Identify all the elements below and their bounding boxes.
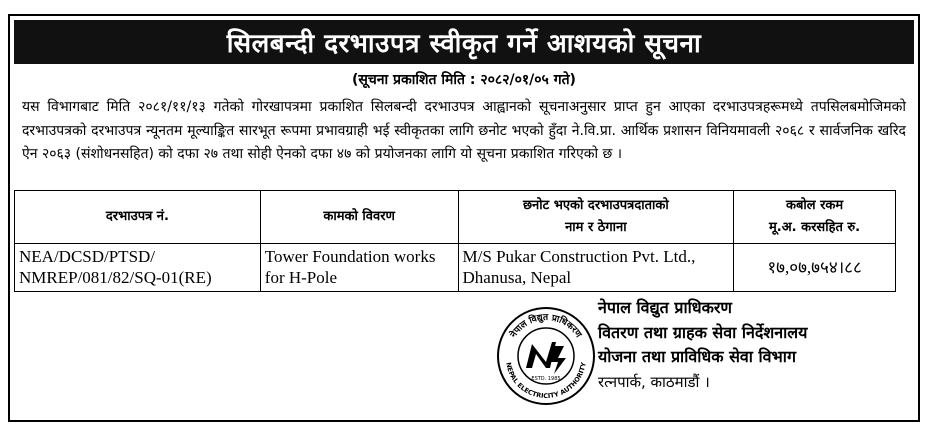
header-bidder	[458, 191, 734, 244]
bid-table-header	[15, 191, 896, 244]
header-work: कामको विवरण	[260, 191, 458, 244]
svg-text:नेपाल विद्युत प्राधिकरण: नेपाल विद्युत प्राधिकरण	[508, 312, 584, 340]
cell-work: Tower Foundation works for H-Pole	[260, 244, 458, 292]
nea-seal-logo	[496, 306, 596, 406]
svg-text:ESTD. 1985: ESTD. 1985	[531, 376, 561, 382]
published-date: (सूचना प्रकाशित मिति : २०८२/०१/०५ गते)	[352, 72, 576, 88]
header-bid-no: दरभाउपत्र नं.	[15, 191, 261, 244]
header-amount	[734, 191, 896, 244]
header-bidder-line2: नाम र ठेगाना	[565, 220, 627, 235]
cell-bidder: M/S Pukar Construction Pvt. Ltd., Dhanusa, Nepal	[458, 244, 734, 292]
authority-name: नेपाल विद्युत प्राधिकरण	[598, 298, 732, 317]
authority-directorate: वितरण तथा ग्राहक सेवा निर्देशनालय	[598, 322, 808, 342]
cell-amount: १७,०७,७५४।८८	[734, 244, 896, 292]
header-bidder-line1: छनोट भएको दरभाउपत्रदाताको	[522, 198, 669, 213]
notice-body: यस विभागबाट मिति २०८१/११/१३ गतेको गोरखापत्रमा प्रकाशित सिलबन्दी दरभाउपत्र आह्वानको सूचनाअनुसार प्राप्त हुन आएका दरभाउपत्रहरूमध्ये तपसिलबमोजिमको दरभाउपत्रको दरभाउपत्र न्यूनतम मूल्याङ्कित सारभूत रूपमा प्रभावग्राही भई स्वीकृतका लागि छनोट भएको हुँदा ने.वि.प्रा. आर्थिक प्रशासन विनियमावली २०६८ र सार्वजनिक खरिद ऐन २०६३ (संशोधनसहित) को दफा २७ तथा सोही ऐनको दफा ४७ को प्रयोजनका लागि यो सूचना प्रकाशित गरिएको छ ।	[22, 99, 906, 162]
authority-address: रत्नपार्क, काठमाडौं ।	[598, 372, 710, 391]
svg-text:NEPAL ELECTRICITY AUTHORITY: NEPAL ELECTRICITY AUTHORITY	[504, 361, 588, 401]
header-amount-line2: मू.अ. करसहित रु.	[769, 220, 861, 235]
cell-bid-no: NEA/DCSD/PTSD/ NMREP/081/82/SQ-01(RE)	[15, 244, 261, 292]
issuing-authority	[598, 296, 807, 394]
bid-table	[14, 190, 896, 292]
authority-department: योजना तथा प्राविधिक सेवा विभाग	[598, 347, 796, 366]
table-row	[15, 244, 896, 292]
notice-title: सिलबन्दी दरभाउपत्र स्वीकृत गर्ने आशयको सूचना	[14, 20, 914, 64]
header-amount-line1: कबोल रकम	[785, 198, 844, 213]
